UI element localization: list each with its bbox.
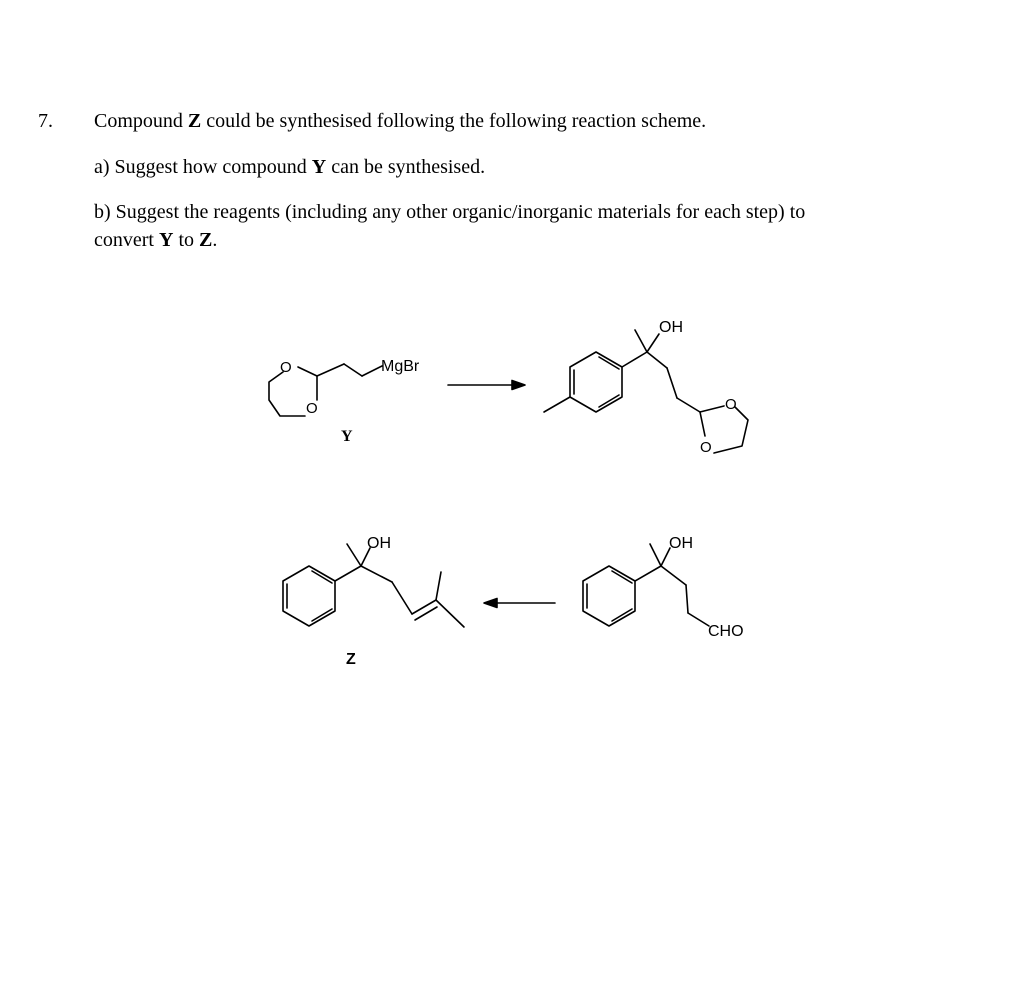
mgbr-label: MgBr [381, 358, 420, 375]
y-ring-oxygen-bottom: O [306, 400, 318, 417]
intermediate-1-oh-label: OH [659, 319, 683, 336]
compound-y-label: Y [341, 428, 353, 445]
intro-text: Compound [94, 110, 188, 132]
cho-label: CHO [708, 623, 744, 640]
int1-ring-oxygen-top: O [725, 396, 737, 413]
int1-ring-oxygen-bottom: O [700, 439, 712, 456]
part-a-text: a) Suggest how compound [94, 156, 312, 178]
question-number: 7. [38, 110, 53, 132]
compound-z-ref-b: Z [199, 229, 213, 251]
part-b-to: to [173, 229, 199, 251]
y-ring-oxygen-top: O [280, 359, 292, 376]
part-b-end: . [212, 229, 218, 251]
intermediate-2-oh-label: OH [669, 535, 693, 552]
part-a-text-end: can be synthesised. [326, 156, 486, 178]
compound-z-structure [283, 544, 464, 627]
part-b-convert: convert [94, 229, 159, 251]
intermediate-1-structure [544, 330, 748, 453]
intro-text-end: could be synthesised following the following reaction scheme. [201, 110, 707, 132]
compound-z-ref: Z [187, 110, 202, 132]
compound-z-label: Z [346, 651, 356, 668]
compound-y-ref-b: Y [158, 229, 174, 251]
part-b-line1: b) Suggest the reagents (including any other organic/inorganic materials for each step) to [94, 201, 806, 223]
compound-z-oh-label: OH [367, 535, 391, 552]
compound-y-ref: Y [311, 156, 327, 178]
arrow-step-1 [448, 381, 525, 390]
arrow-step-2 [484, 599, 555, 608]
intermediate-2-structure [583, 544, 709, 626]
